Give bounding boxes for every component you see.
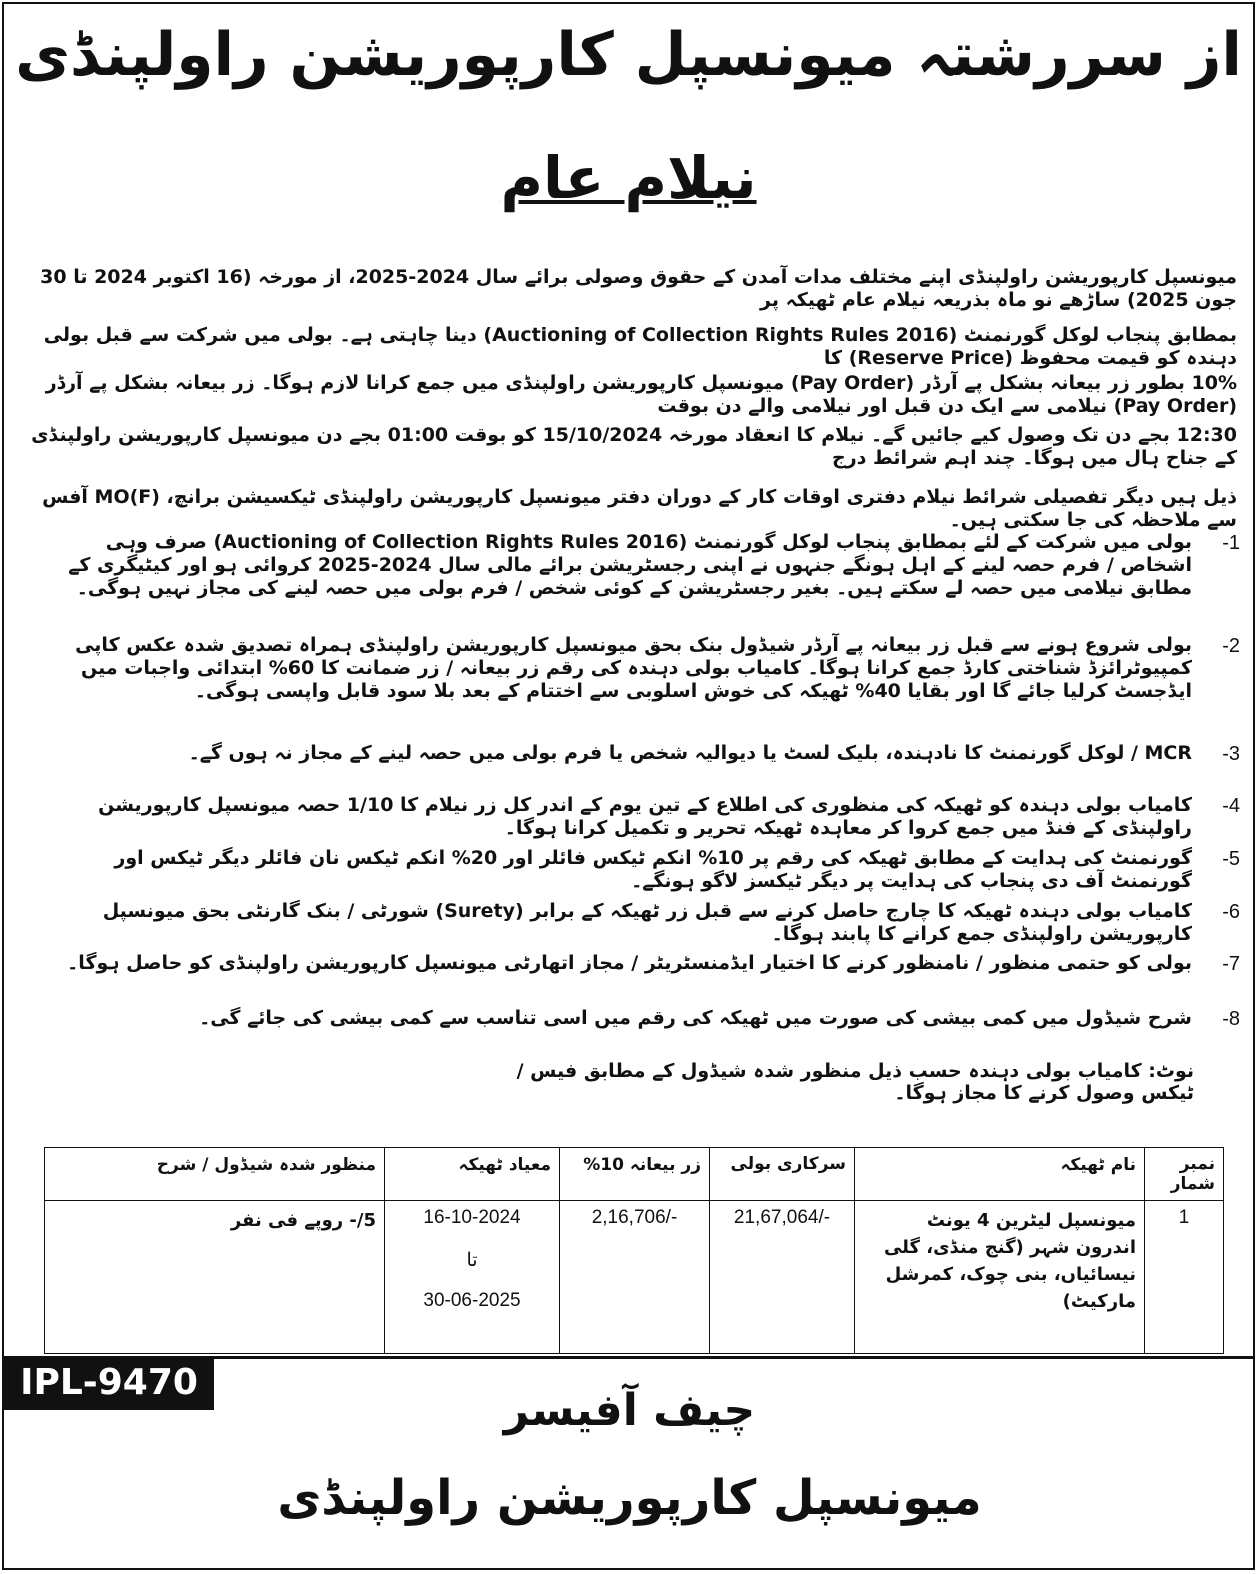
signature-title: چیف آفیسر <box>503 1385 756 1436</box>
condition-number: 5- <box>1222 848 1240 870</box>
condition-1 <box>18 531 1240 611</box>
header-deposit: زر بیعانہ 10% <box>560 1148 710 1201</box>
condition-text: بولی میں شرکت کے لئے بمطابق پنجاب لوکل گورنمنٹ (Auctioning of Collection Rights Rules 2016) صرف وہی اشخاص / فرم حصہ لینے کے اہل ہونگے جنہوں نے اپنی رجسٹریشن برائے مالی سال 2024-2025 کروائی ہو اور کیٹیگری کے مطابق نیلامی میں حصہ لے سکتے ہیں۔ بغیر رجسٹریشن کے کوئی شخص / فرم بولی میں حصہ لینے کی مجاز نہیں ہوگی۔ <box>68 531 1192 599</box>
condition-text: MCR / لوکل گورنمنٹ کا نادہندہ، بلیک لسٹ یا دیوالیہ شخص یا فرم بولی میں حصہ لینے کے مجاز نہ ہوں گے۔ <box>188 742 1192 764</box>
reference-badge: IPL-9470 <box>4 1356 214 1410</box>
condition-text: گورنمنٹ کی ہدایت کے مطابق ٹھیکہ کی رقم پر 10% انکم ٹیکس فائلر اور 20% انکم ٹیکس نان فائلر دیگر ٹیکس اور گورنمنٹ آف دی پنجاب کی ہدایت پر دیگر ٹیکسز لاگو ہونگے۔ <box>114 847 1192 892</box>
condition-number: 2- <box>1222 635 1240 657</box>
note-text: نوٹ: کامیاب بولی دہندہ حسب ذیل منظور شدہ شیڈول کے مطابق فیس / ٹیکس وصول کرنے کا مجاز ہوگا۔ <box>516 1060 1194 1104</box>
condition-number: 1- <box>1222 532 1240 554</box>
cell-deposit: 2,16,706/- <box>560 1201 710 1354</box>
signature-organization: میونسپل کارپوریشن راولپنڈی <box>277 1470 982 1526</box>
period-to: 30-06-2025 <box>423 1290 521 1311</box>
condition-number: 8- <box>1222 1008 1240 1030</box>
cell-contract-name: میونسپل لیٹرین 4 یونٹ اندرون شہر (گنج منڈی، گلی نیسائیاں، بنی چوک، کمرشل مارکیٹ) <box>855 1201 1145 1354</box>
condition-number: 6- <box>1222 901 1240 923</box>
table-header-row <box>45 1148 1224 1201</box>
notice-frame <box>2 2 1255 1570</box>
header-serial: نمبر شمار <box>1145 1148 1224 1201</box>
condition-number: 4- <box>1222 795 1240 817</box>
header-period: معیاد ٹھیکہ <box>385 1148 560 1201</box>
cell-govt-bid: 21,67,064/- <box>710 1201 855 1354</box>
condition-text: کامیاب بولی دہندہ ٹھیکہ کا چارج حاصل کرنے سے قبل زر ٹھیکہ کے برابر (Surety) شورٹی / بنک گارنٹی بحق میونسپل کارپوریشن راولپنڈی جمع کرانے کا پابند ہوگا۔ <box>102 900 1192 945</box>
header-rate: منظور شدہ شیڈول / شرح <box>45 1148 385 1201</box>
condition-text: بولی شروع ہونے سے قبل زر بیعانہ پے آرڈر شیڈول بنک بحق میونسپل کارپوریشن راولپنڈی ہمراہ تصدیق شدہ عکس کاپی کمپیوٹرائزڈ شناختی کارڈ جمع کرانا ہوگا۔ کامیاب بولی دہندہ کی رقم زر بیعانہ / زر ضمانت کا 60% ابتدائی واجبات میں ایڈجسٹ کرلیا جائے گا اور بقایا 40% ٹھیکہ کی خوش اسلوبی سے اختتام کے بعد بلا سود قابل واپسی ہوگی۔ <box>75 634 1192 702</box>
cell-serial: 1 <box>1145 1201 1224 1354</box>
intro-line-2: بمطابق پنجاب لوکل گورنمنٹ (Auctioning of Collection Rights Rules 2016) دینا چاہتی ہے۔ بولی میں شرکت سے قبل بولی دہندہ کو قیمت محفوظ (Reserve Price) کا <box>43 324 1237 369</box>
cell-period <box>385 1201 560 1354</box>
intro-line-5: ذیل ہیں دیگر تفصیلی شرائط نیلام دفتری اوقات کار کے دوران دفتر میونسپل کارپوریشن راولپنڈی ٹیکسیشن برانچ، MO(F) آفس سے ملاحظہ کی جا سکتی ہیں۔ <box>42 486 1237 531</box>
condition-number: 3- <box>1222 743 1240 765</box>
notice-subtitle <box>4 144 1253 212</box>
notice-body <box>4 4 1253 1356</box>
header-govt-bid: سرکاری بولی <box>710 1148 855 1201</box>
intro-line-3: 10% بطور زر بیعانہ بشکل پے آرڈر (Pay Order) میونسپل کارپوریشن راولپنڈی میں جمع کرانا لازم ہوگا۔ زر بیعانہ بشکل پے آرڈر (Pay Order) نیلامی سے ایک دن قبل اور نیلامی والے دن بوقت <box>45 372 1237 417</box>
schedule-table <box>44 1147 1224 1354</box>
condition-number: 7- <box>1222 953 1240 975</box>
intro-line-4: 12:30 بجے دن تک وصول کیے جائیں گے۔ نیلام کا انعقاد مورخہ 15/10/2024 کو بوقت 01:00 بجے دن میونسپل کارپوریشن راولپنڈی کے جناح ہال میں ہوگا۔ چند اہم شرائط درج <box>31 424 1237 469</box>
condition-text: شرح شیڈول میں کمی بیشی کی صورت میں ٹھیکہ کی رقم میں اسی تناسب سے کمی بیشی کی جائے گی۔ <box>199 1007 1192 1029</box>
intro-line-1: میونسپل کارپوریشن راولپنڈی اپنے مختلف مدات آمدن کے حقوق وصولی برائے سال 2024-2025، از مورخہ (16 اکتوبر 2024 تا 30 جون 2025) ساڑھے نو ماہ بذریعہ نیلام عام ٹھیکہ پر <box>40 266 1237 311</box>
table-row <box>45 1201 1224 1354</box>
period-from: 16-10-2024 <box>423 1207 521 1228</box>
header-contract-name: نام ٹھیکہ <box>855 1148 1145 1201</box>
condition-2 <box>18 634 1240 724</box>
condition-text: بولی کو حتمی منظور / نامنظور کرنے کا اختیار ایڈمنسٹریٹر / مجاز اتھارٹی میونسپل کارپوریشن راولپنڈی کو حاصل ہوگا۔ <box>67 952 1192 974</box>
period-separator: تا <box>466 1250 478 1271</box>
notice-issuer: از سررشتہ میونسپل کارپوریشن راولپنڈی <box>15 20 1242 90</box>
cell-rate: 5/- روپے فی نفر <box>45 1201 385 1354</box>
subtitle-text: نیلام عام <box>500 144 757 212</box>
condition-text: کامیاب بولی دہندہ کو ٹھیکہ کی منظوری کی اطلاع کے تین یوم کے اندر کل زر نیلام کا 1/10 حصہ میونسپل کارپوریشن راولپنڈی کے فنڈ میں جمع کروا کر معاہدہ ٹھیکہ تحریر و تکمیل کرانا ہوگا۔ <box>98 794 1192 839</box>
